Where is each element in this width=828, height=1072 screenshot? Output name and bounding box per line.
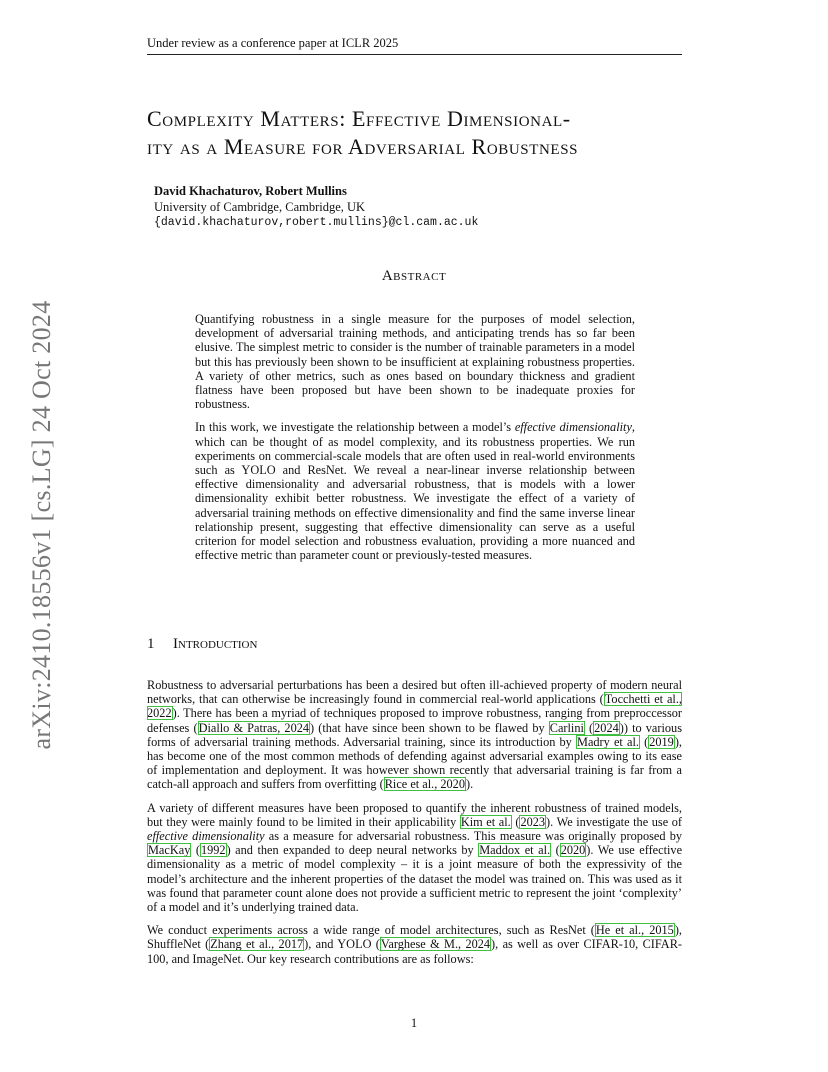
- body-text: A variety of different measures have been proposed to quantify the inherent robustness of trained models, but they were mainly found to be limited in their applicability: [147, 800, 682, 829]
- body-text: (: [191, 843, 200, 858]
- body-emphasis: effective dimensionality: [147, 829, 265, 844]
- citation-link[interactable]: 2019: [649, 734, 674, 749]
- section-heading: [147, 636, 257, 653]
- citation-link[interactable]: Diallo & Patras, 2024: [198, 720, 310, 735]
- arxiv-identifier: arXiv:2410.18556v1 [cs.LG] 24 Oct 2024: [27, 300, 56, 750]
- body-text: We conduct experiments across a wide range of model architectures, such as ResNet (: [147, 923, 595, 938]
- intro-paragraph-2: [147, 801, 682, 915]
- citation-link[interactable]: 2020: [560, 843, 586, 858]
- section-number: 1: [147, 636, 155, 652]
- citation-link[interactable]: Maddox et al.: [479, 843, 551, 858]
- title-line-1: Complexity Matters: Effective Dimensional-: [147, 106, 571, 131]
- body-text: as a measure for adversarial robustness. This measure was originally proposed by: [264, 829, 683, 844]
- body-text: ). There has been a myriad of techniques proposed to improve robustness, ranging from preproccessor defenses (: [147, 706, 682, 735]
- citation-link[interactable]: Tocchetti et al., 2022: [147, 692, 682, 721]
- body-text: (: [639, 734, 649, 749]
- body-text: (: [551, 843, 560, 858]
- abstract-emphasis: effective dimensionality: [514, 420, 632, 435]
- citation-link[interactable]: Zhang et al., 2017: [210, 937, 304, 952]
- citation-link[interactable]: Kim et al.: [460, 814, 511, 829]
- abstract-text: In this work, we investigate the relationship between a model’s: [195, 420, 515, 435]
- body-text: ) and then expanded to deep neural networks by: [226, 843, 479, 858]
- abstract: [195, 312, 635, 571]
- section-title: Introduction: [173, 636, 258, 652]
- citation-link[interactable]: MacKay: [148, 843, 191, 858]
- author-affiliation: University of Cambridge, Cambridge, UK: [154, 200, 366, 214]
- abstract-text: , which can be thought of as model complexity, and its robustness properties. We run experiments on commercial-scale models that are often used in real-world environments such as YOLO and ResNet. We reveal a near-linear inverse relationship between effective dimensionality and adversarial robustness, that is models with a lower dimensionality exhibit better robustness. We investigate the effect of a variety of adversarial training methods on effective dimensionality and find the same inverse linear relationship present, suggesting that effective dimensionality can serve as a useful criterion for model selection and robustness evaluation, providing a more nuanced and effective metric than parameter count or previously-tested measures.: [195, 420, 635, 563]
- citation-link[interactable]: Carlini: [549, 720, 584, 735]
- author-block: [154, 183, 478, 231]
- body-text: ). We use effective dimensionality as a metric of model complexity – it is a joint measure of both the expressivity of the model’s architecture and the inherent properties of the dataset the model was trained on. This was used as it was found that parameter count alone does not provide a sufficient metric to represent the joint ‘complexity’ of a model and it’s underlying trained data.: [147, 843, 683, 915]
- citation-link[interactable]: Varghese & M., 2024: [380, 937, 491, 952]
- body-text: ). We investigate the use of: [546, 814, 683, 829]
- body-text: ), ShuffleNet (: [147, 923, 682, 952]
- citation-link[interactable]: Rice et al., 2020: [384, 777, 465, 792]
- page-number: 1: [410, 1016, 418, 1030]
- title-line-2: ity as a Measure for Adversarial Robustness: [147, 134, 579, 159]
- body-text: )) to various forms of adversarial training methods. Adversarial training, since its introduction by: [147, 720, 682, 749]
- body-text: ).: [465, 777, 474, 792]
- citation-link[interactable]: 1992: [200, 843, 226, 858]
- body-text: Robustness to adversarial perturbations has been a desired but often ill-achieved property of modern neural networks, that can otherwise be increasingly found in commercial real-world applications (: [147, 678, 682, 707]
- running-header: Under review as a conference paper at ICLR 2025: [147, 36, 682, 55]
- citation-link[interactable]: He et al., 2015: [595, 923, 674, 938]
- body-text: (: [511, 814, 520, 829]
- intro-paragraph-1: [147, 678, 682, 792]
- citation-link[interactable]: Madry et al.: [577, 734, 639, 749]
- body-text: (: [584, 720, 594, 735]
- body-text: ) (that have since been shown to be flawed by: [310, 720, 549, 735]
- abstract-paragraph-1: Quantifying robustness in a single measure for the purposes of model selection, development of adversarial training methods, and anticipating trends has so far been elusive. The simplest metric to consider is the number of trainable parameters in a model but this has previously been shown to be insufficient at explaining robustness properties. A variety of other metrics, such as ones based on boundary thickness and gradient flatness have been proposed but have been shown to be inadequate proxies for robustness.: [195, 312, 635, 412]
- paper-title: [147, 105, 707, 161]
- abstract-heading: Abstract: [381, 268, 447, 284]
- author-email: {david.khachaturov,robert.mullins}@cl.cam.ac.uk: [154, 216, 479, 229]
- body-text: ), and YOLO (: [304, 937, 380, 952]
- intro-paragraph-3: [147, 923, 682, 966]
- body-text: ), has become one of the most common methods of defending against adversarial examples owing to its ease of implementation and deployment. It was however shown recently that adversarial training is far from a catch-all approach and suffers from overfitting (: [147, 734, 682, 792]
- citation-link[interactable]: 2023: [520, 814, 546, 829]
- body-text: ), as well as over CIFAR-10, CIFAR-100, and ImageNet. Our key research contributions are as follows:: [147, 937, 682, 966]
- citation-link[interactable]: 2024: [594, 720, 619, 735]
- introduction-body: [147, 678, 682, 975]
- author-names: David Khachaturov, Robert Mullins: [154, 184, 347, 198]
- arxiv-sidebar: [22, 290, 62, 760]
- abstract-paragraph-2: [195, 420, 635, 562]
